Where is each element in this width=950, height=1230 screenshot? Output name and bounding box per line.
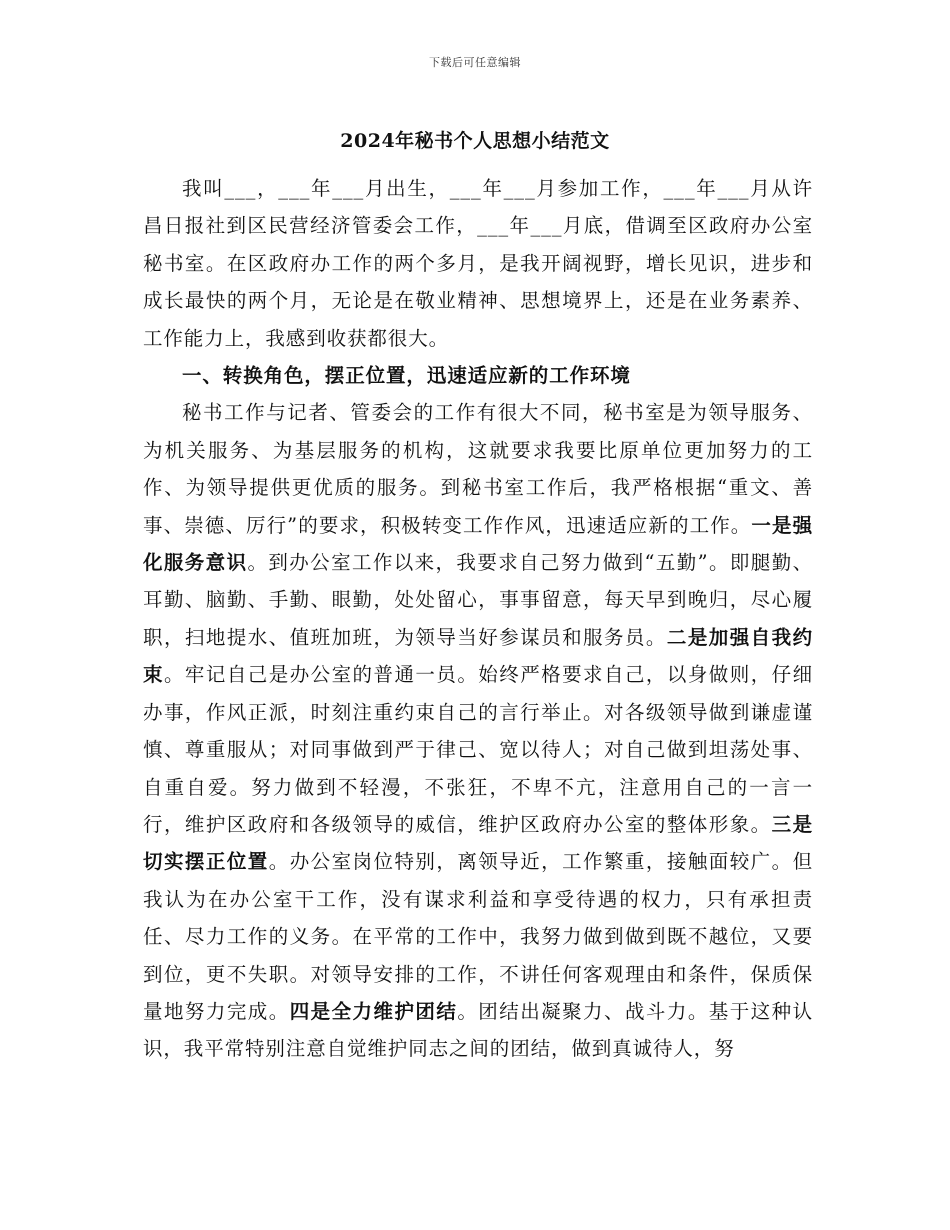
key-point-4: 四是全力维护团结: [289, 999, 458, 1023]
section-1-paragraph: [143, 394, 813, 1067]
intro-paragraph: 我叫___，___年___月出生，___年___月参加工作，___年___月从许昌日报社到区民营经济管委会工作，___年___月底，借调至区政府办公室秘书室。在区政府办工作的两个多月，是我开阔视野，增长见识，进步和成长最快的两个月，无论是在敬业精神、思想境界上，还是在业务素养、工作能力上，我感到收获都很大。: [143, 177, 813, 350]
key-point-2: 二是加强自我约束: [143, 625, 813, 687]
key-point-3: 三是切实摆正位置: [143, 812, 813, 874]
section-1-text-4: 。办公室岗位特别，离领导近，工作繁重，接触面较广。但我认为在办公室干工作，没有谋求利益和享受待遇的权力，只有承担责任、尽力工作的义务。在平常的工作中，我努力做到做到既不越位，又要到位，更不失职。对领导安排的工作，不讲任何客观理由和条件，保质保量地努力完成。: [143, 850, 813, 1023]
section-1-text-3: 。牢记自己是办公室的普通一员。始终严格要求自己，以身做则，仔细办事，作风正派，时刻注重约束自己的言行举止。对各级领导做到谦虚谨慎、尊重服从；对同事做到严于律己、宽以待人；对自己做到坦荡处事、自重自爱。努力做到不轻漫，不张狂，不卑不亢，注意用自己的一言一行，维护区政府和各级领导的威信，维护区政府办公室的整体形象。: [143, 663, 814, 836]
document-body: [143, 170, 813, 1068]
document-title: 2024年秘书个人思想小结范文: [340, 130, 610, 152]
section-1-text-5: 。团结出凝聚力、战斗力。基于这种认识，我平常特别注意自觉维护同志之间的团结，做到真诚待人，努: [143, 999, 813, 1061]
key-point-1: 一是强化服务意识: [143, 513, 813, 575]
section-1-text-1: 秘书工作与记者、管委会的工作有很大不同，秘书室是为领导服务、为机关服务、为基层服务的机构，这就要求我要比原单位更加努力的工作、为领导提供更优质的服务。到秘书室工作后，我严格根据“重文、善事、崇德、厉行”的要求，积极转变工作作风，迅速适应新的工作。: [143, 401, 813, 537]
section-1-text-2: 。到办公室工作以来，我要求自己努力做到“五勤”。即腿勤、耳勤、脑勤、手勤、眼勤，处处留心，事事留意，每天早到晚归，尽心履职，扫地提水、值班加班，为领导当好参谋员和服务员。: [143, 551, 813, 649]
section-heading-1: 一、转换角色，摆正位置，迅速适应新的工作环境: [182, 364, 631, 388]
download-note: 下载后可任意编辑: [429, 56, 521, 69]
